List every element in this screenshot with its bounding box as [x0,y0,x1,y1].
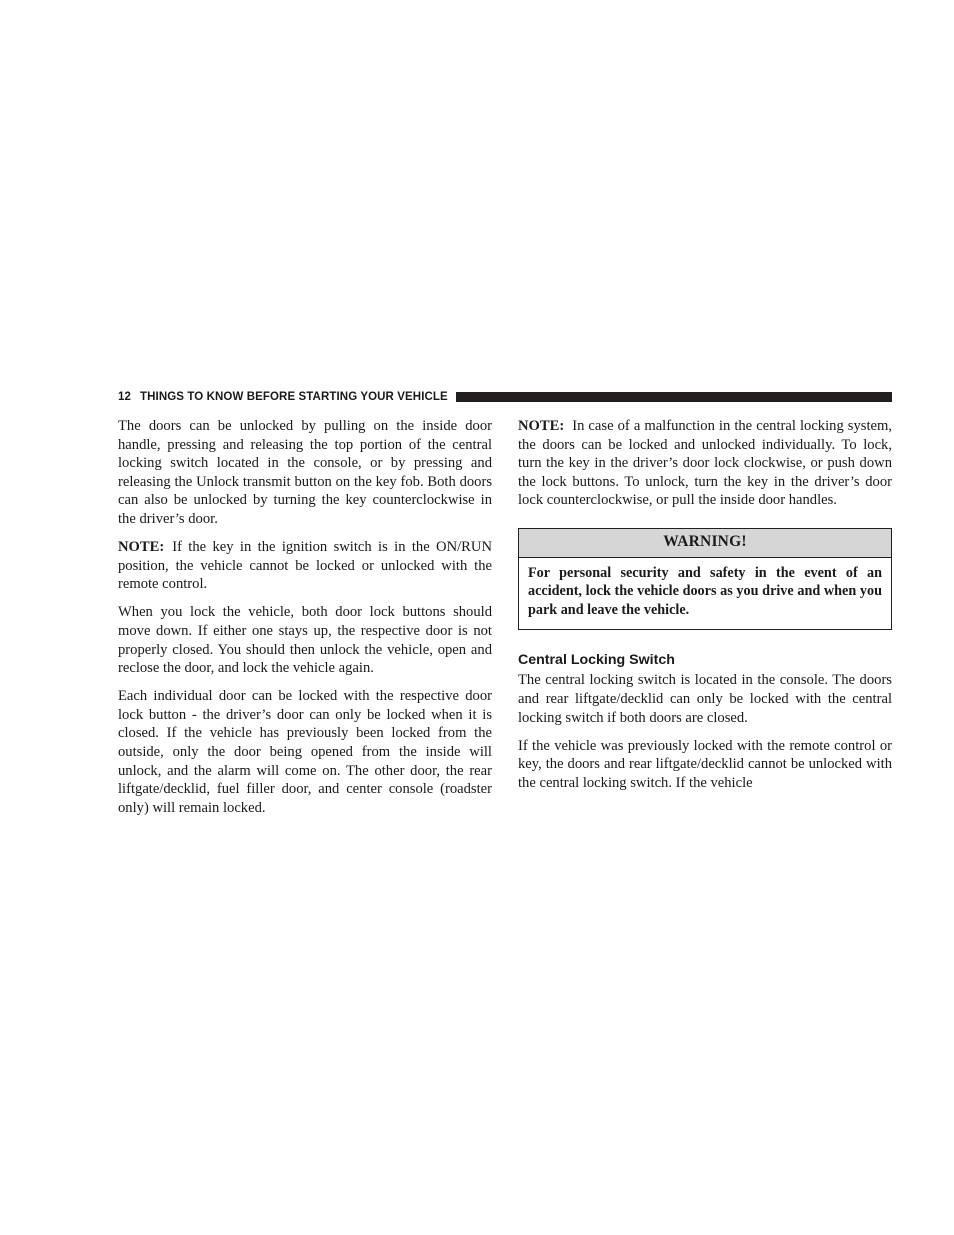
note-label: NOTE: [518,418,565,434]
warning-title: WARNING! [519,529,891,558]
chapter-title: THINGS TO KNOW BEFORE STARTING YOUR VEHICLE [140,391,448,403]
paragraph-lock-vehicle: When you lock the vehicle, both door lock buttons should move down. If either one stays up, the respective door is not properly closed. You should then unlock the vehicle, open and reclose the door, and lock the vehicle again. [118,604,492,677]
warning-box [518,528,892,630]
page-number: 12 [118,391,131,403]
paragraph-individual-door-lock: Each individual door can be locked with the respective door lock button - the driver’s door can only be locked when it is closed. If the vehicle has previously been locked from the outside, only the door being opened from the inside will unlock, and the alarm will come on. The other door, the rear liftgate/decklid, fuel filler door, and center console (roadster only) will remain locked. [118,688,492,816]
page-header [118,389,892,405]
note-text: If the key in the ignition switch is in the ON/RUN position, the vehicle cannot be locked or unlocked with the remote control. [118,539,492,593]
note-ignition [118,538,492,594]
header-rule [456,392,892,402]
paragraph-switch-location: The central locking switch is located in the console. The doors and rear liftgate/decklid can only be locked with the central locking switch if both doors are closed. [518,672,892,726]
note-malfunction [518,417,892,510]
warning-text: For personal security and safety in the event of an accident, lock the vehicle doors as you drive and when you park and leave the vehicle. [528,564,882,618]
note-text: In case of a malfunction in the central locking system, the doors can be locked and unlocked individually. To lock, turn the key in the driver’s door lock clockwise, or push down the lock buttons. To unlock, turn the key in the driver’s door lock counterclockwise, or pull the inside door handles. [518,418,892,509]
section-heading: Central Locking Switch [518,652,675,669]
paragraph-remote-locked: If the vehicle was previously locked with the remote control or key, the doors and rear liftgate/decklid cannot be unlocked with the central locking switch. If the vehicle [518,737,892,791]
note-label: NOTE: [118,539,165,556]
left-column [118,417,492,827]
paragraph-unlock-doors: The doors can be unlocked by pulling on the inside door handle, pressing and releasing the top portion of the central locking switch located in the console, or by pressing and releasing the Unlock transmit button on the key fob. Both doors can also be unlocked by turning the key counterclockwise in the driver’s door. [118,418,492,527]
right-column [518,417,892,802]
